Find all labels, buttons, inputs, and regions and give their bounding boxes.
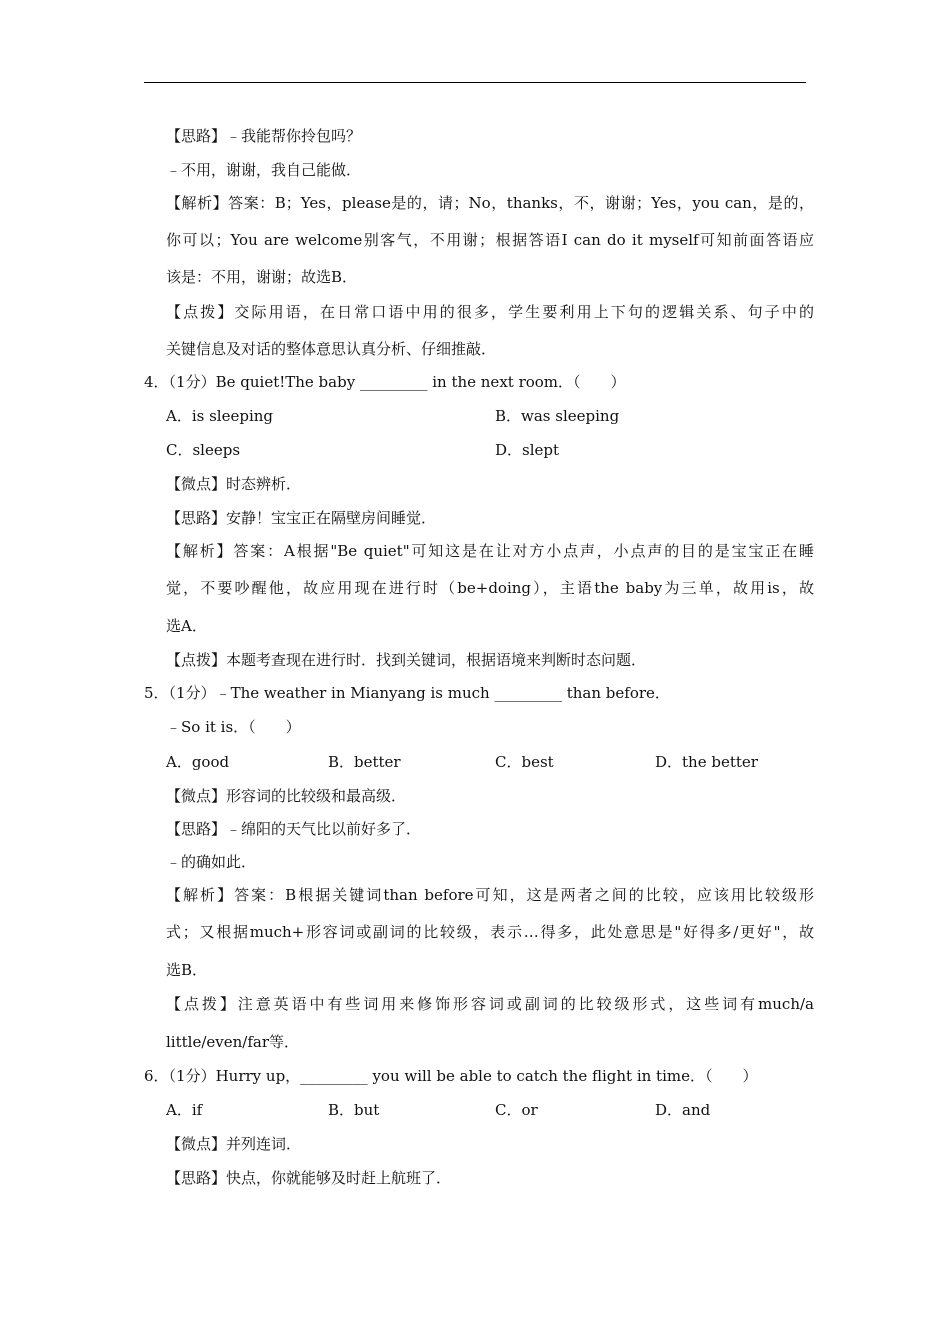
q4-option-c: C．sleeps xyxy=(166,441,241,459)
q5-analysis-line2: 式；又根据much+形容词或副词的比较级，表示…得多，此处意思是"好得多/更好"，故 xyxy=(166,923,814,941)
q5-option-b: B．better xyxy=(328,753,401,771)
q5-thinking-reply: ﹣的确如此． xyxy=(166,853,257,871)
q4-analysis-line1: 【解析】答案：A根据"Be quiet"可知这是在让对方小点声，小点声的目的是宝宝正在睡 xyxy=(166,542,814,560)
q6-point: 【微点】并列连词． xyxy=(166,1135,302,1153)
q3-thinking: 【思路】﹣我能帮你拎包吗？ xyxy=(166,127,362,145)
q3-analysis-line1: 【解析】答案：B；Yes，please是的，请；No，thanks，不，谢谢；Yes，you can，是的， xyxy=(166,194,814,212)
q4-option-b: B．was sleeping xyxy=(495,407,620,425)
q3-thinking-reply: ﹣不用，谢谢，我自己能做． xyxy=(166,161,362,179)
q5-analysis-line3: 选B． xyxy=(166,961,208,979)
q3-analysis-line3: 该是：不用，谢谢；故选B． xyxy=(166,268,358,286)
q5-option-c: C．best xyxy=(495,753,554,771)
q4-tip: 【点拨】本题考查现在进行时．找到关键词，根据语境来判断时态问题． xyxy=(166,651,647,669)
question-5: 5．（1分）﹣The weather in Mianyang is much _________ than before． xyxy=(144,684,670,702)
q5-tip-line2: little/even/far等． xyxy=(166,1033,299,1051)
q4-option-a: A．is sleeping xyxy=(166,407,274,425)
q4-point: 【微点】时态辨析． xyxy=(166,475,302,493)
q5-point: 【微点】形容词的比较级和最高级． xyxy=(166,787,407,805)
q4-thinking: 【思路】安静！宝宝正在隔壁房间睡觉． xyxy=(166,509,437,527)
q5-thinking: 【思路】﹣绵阳的天气比以前好多了． xyxy=(166,820,422,838)
q5-option-d: D．the better xyxy=(655,753,758,771)
q3-tip-line1: 【点拨】交际用语，在日常口语中用的很多，学生要利用上下句的逻辑关系、句子中的 xyxy=(166,303,814,321)
q3-tip-line2: 关键信息及对话的整体意思认真分析、仔细推敲． xyxy=(166,340,497,358)
q4-analysis-line3: 选A． xyxy=(166,617,207,635)
header-rule xyxy=(144,82,806,83)
q3-analysis-line2: 你可以；You are welcome别客气，不用谢；根据答语I can do it myself可知前面答语应 xyxy=(166,231,814,249)
q5-analysis-line1: 【解析】答案：B根据关键词than before可知，这是两者之间的比较，应该用比较级形 xyxy=(166,886,814,904)
q4-option-d: D．slept xyxy=(495,441,560,459)
question-5-reply: ﹣So it is．（ ） xyxy=(166,718,301,736)
question-4: 4．（1分）Be quiet!The baby _________ in the next room．（ ） xyxy=(144,373,626,391)
q6-option-a: A．if xyxy=(166,1101,203,1119)
q6-option-d: D．and xyxy=(655,1101,711,1119)
q6-option-c: C．or xyxy=(495,1101,538,1119)
question-6: 6．（1分）Hurry up，_________ you will be able to catch the flight in time．（ ） xyxy=(144,1067,758,1085)
q6-option-b: B．but xyxy=(328,1101,380,1119)
q4-analysis-line2: 觉，不要吵醒他，故应用现在进行时（be+doing），主语the baby为三单，故用is，故 xyxy=(166,579,814,597)
q5-tip-line1: 【点拨】注意英语中有些词用来修饰形容词或副词的比较级形式，这些词有much/a xyxy=(166,995,814,1013)
q6-thinking: 【思路】快点，你就能够及时赶上航班了． xyxy=(166,1169,452,1187)
q5-option-a: A．good xyxy=(166,753,230,771)
